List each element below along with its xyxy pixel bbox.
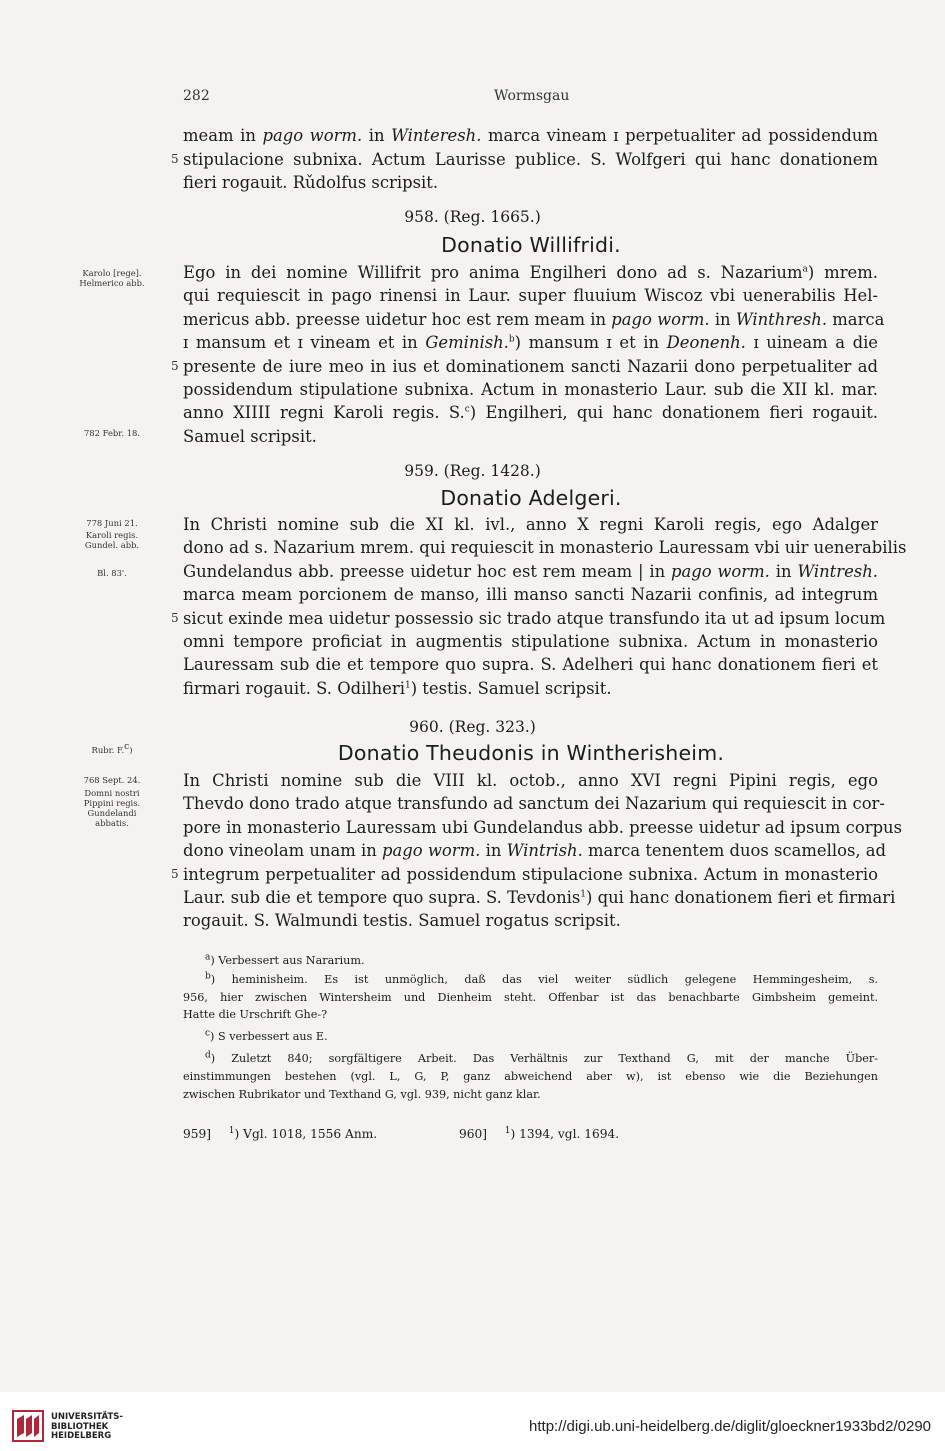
text-line: qui requiescit in pago rinensi in Laur. super fluuium Wiscoz vbi uenerabilis Hel- xyxy=(183,286,878,306)
text-line: Ego in dei nomine Willifrit pro anima Engilheri dono ad s. Nazarium$^a$) mrem. xyxy=(183,263,879,282)
apparatus-right-text: $^1$) 1394, vgl. 1694. xyxy=(504,1125,620,1141)
library-line-3: HEIDELBERG xyxy=(51,1431,112,1441)
footnote-line: Hatte die Urschrift Ghe-? xyxy=(183,1008,328,1021)
margin-note: Karolo [rege]. Helmerico abb. xyxy=(79,268,145,288)
entry-title: Donatio Theudonis in Wintherisheim. xyxy=(337,741,725,765)
entry-title: Donatio Willifridi. xyxy=(441,233,621,257)
margin-date: 768 Sept. 24. xyxy=(83,775,141,785)
text-line: rogauit. S. Walmundi testis. Samuel rogatus scripsit. xyxy=(183,911,621,931)
text-line: fieri rogauit. Rǔdolfus scripsit. xyxy=(183,173,439,192)
margin-date: 782 Febr. 18. xyxy=(83,428,141,438)
running-title: Wormsgau xyxy=(494,88,570,104)
footnote-line: $^b$) heminisheim. Es ist unmöglich, daß das viel weiter südlich gelegene Hemmingesheim, s. xyxy=(205,971,878,986)
apparatus-left xyxy=(183,1127,377,1141)
line-number: 5 xyxy=(171,866,179,881)
text-line: Samuel scripsit. xyxy=(183,426,317,446)
entry-register-number: 958. (Reg. 1665.) xyxy=(404,208,541,226)
text-line: dono vineolam unam in pago worm. in Wintrish. marca tenentem duos scamellos, ad xyxy=(183,841,887,861)
apparatus-right xyxy=(459,1127,619,1141)
entry-title: Donatio Adelgeri. xyxy=(440,486,622,510)
source-url[interactable]: http://digi.ub.uni-heidelberg.de/diglit/gloeckner1933bd2/0290 xyxy=(529,1418,931,1435)
text-line: Laur. sub die et tempore quo supra. S. Tevdonis$^1$) qui hanc donationem fieri et firmari xyxy=(183,888,896,907)
footnote-line: einstimmungen bestehen (vgl. L, G, P, ganz abweichend aber w), ist ebenso wie die Beziehungen xyxy=(183,1070,878,1083)
text-line: In Christi nomine sub die XI kl. ivl., anno X regni Karoli regis, ego Adalger xyxy=(183,515,878,534)
line-number: 5 xyxy=(171,152,179,166)
library-logo-icon xyxy=(12,1410,44,1442)
page-number: 282 xyxy=(183,88,210,104)
text-line: Thevdo dono trado atque transfundo ad sanctum dei Nazarium qui requiescit in cor- xyxy=(183,794,885,814)
library-line-1: UNIVERSITÄTS- xyxy=(51,1412,123,1422)
text-line: ɪ mansum et ɪ vineam et in Geminish.$^b$) mansum ɪ et in Deonenh. ɪ uineam a die xyxy=(183,333,879,353)
line-number: 5 xyxy=(171,610,179,625)
text-line: Lauressam sub die et tempore quo supra. S. Adelheri qui hanc donationem fieri et xyxy=(183,655,878,675)
footnote-line: $^a$) Verbessert aus Nararium. xyxy=(205,952,365,967)
library-name xyxy=(51,1413,123,1442)
margin-date: 778 Juni 21. xyxy=(86,518,138,528)
margin-note: Karoli regis. Gundel. abb. xyxy=(84,530,140,550)
text-line: dono ad s. Nazarium mrem. qui requiescit in monasterio Lauressam vbi uir uenerabilis xyxy=(183,538,907,558)
text-line: possidendum stipulatione subnixa. Actum in monasterio Laur. sub die XII kl. mar. xyxy=(183,380,878,399)
text-line: meam in pago worm. in Winteresh. marca vineam ɪ perpetualiter ad possidendum xyxy=(183,126,878,145)
entry-register-number: 959. (Reg. 1428.) xyxy=(404,462,541,480)
library-line-2: BIBLIOTHEK xyxy=(51,1421,109,1432)
margin-folio: Bl. 83'. xyxy=(97,568,127,578)
margin-rubric: Rubr. F.$^c$) xyxy=(91,742,133,755)
entry-register-number: 960. (Reg. 323.) xyxy=(409,718,536,736)
footnote-line: $^c$) S verbessert aus E. xyxy=(205,1028,328,1043)
text-line: stipulacione subnixa. Actum Laurisse publice. S. Wolfgeri qui hanc donationem xyxy=(183,150,878,169)
text-line: integrum perpetualiter ad possidendum stipulacione subnixa. Actum in monasterio xyxy=(183,864,878,884)
apparatus-left-label: 959] xyxy=(183,1127,212,1141)
apparatus-left-text: $^1$) Vgl. 1018, 1556 Anm. xyxy=(228,1125,378,1141)
footnote-line: $^d$) Zuletzt 840; sorgfältigere Arbeit. Das Verhältnis zur Texthand G, mit der manche Über- xyxy=(205,1050,878,1065)
text-line: anno XIIII regni Karoli regis. S.$^c$) Engilheri, qui hanc donationem fieri rogauit. xyxy=(183,403,878,423)
margin-note: Domni nostri Pippini regis. Gundelandi abbatis. xyxy=(83,788,141,828)
text-line: firmari rogauit. S. Odilheri$^1$) testis. Samuel scripsit. xyxy=(183,678,612,698)
text-line: marca meam porcionem de manso, illi manso sancti Nazarii confinis, ad integrum xyxy=(183,585,878,605)
footnote-line: 956, hier zwischen Wintersheim und Dienheim steht. Offenbar ist das benachbarte Gimbsheim gemeint. xyxy=(183,991,878,1004)
text-line: In Christi nomine sub die VIII kl. octob., anno XVI regni Pipini regis, ego xyxy=(183,771,878,790)
text-line: sicut exinde mea uidetur possessio sic trado atque transfundo ita ut ad ipsum locum xyxy=(183,608,886,628)
text-line: omni tempore proficiat in augmentis stipulatione subnixa. Actum in monasterio xyxy=(183,632,878,651)
text-line: mericus abb. preesse uidetur hoc est rem meam in pago worm. in Winthresh. marca xyxy=(183,309,885,329)
text-line: presente de iure meo in ius et dominationem sancti Nazarii dono perpetualiter ad xyxy=(183,356,878,376)
text-line: pore in monasterio Lauressam ubi Gundelandus abb. preesse uidetur ad ipsum corpus xyxy=(183,817,903,837)
apparatus-right-label: 960] xyxy=(459,1127,488,1141)
footnote-line: zwischen Rubrikator und Texthand G, vgl. 939, nicht ganz klar. xyxy=(183,1088,541,1101)
text-line: Gundelandus abb. preesse uidetur hoc est rem meam | in pago worm. in Wintresh. xyxy=(183,561,878,581)
line-number: 5 xyxy=(171,358,179,373)
